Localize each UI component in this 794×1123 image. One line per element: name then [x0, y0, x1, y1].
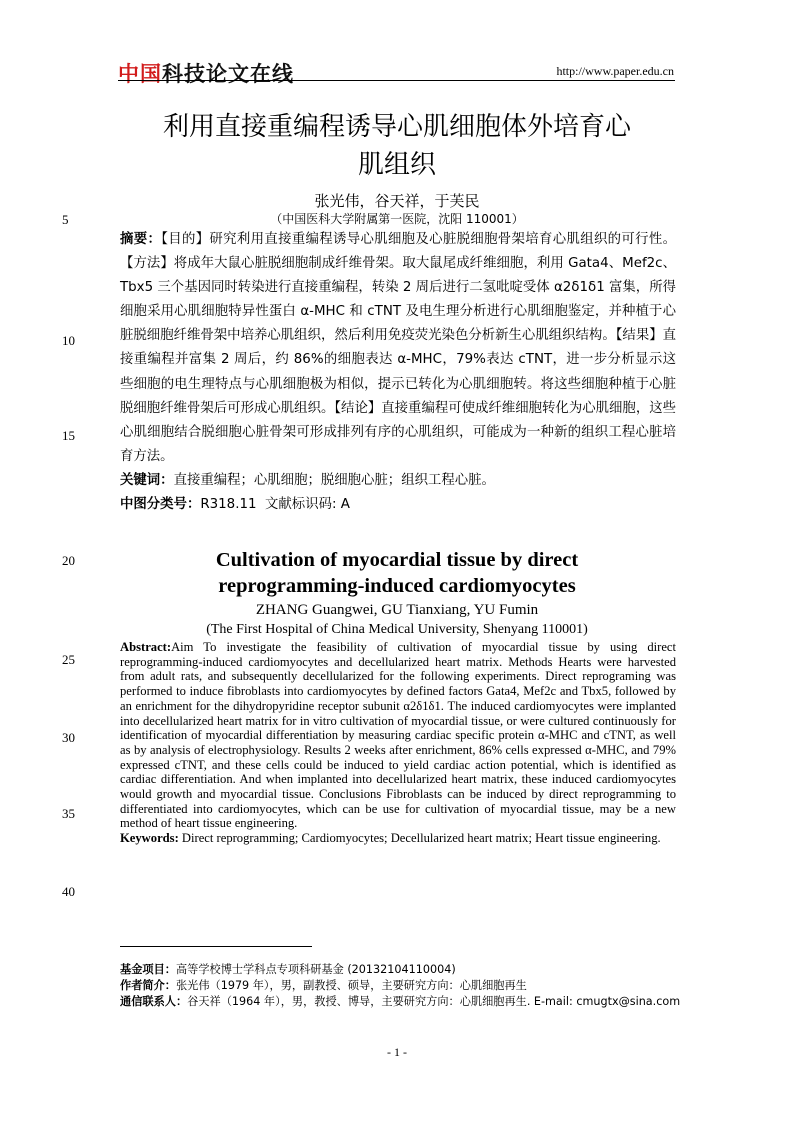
- doc-code-label: 文献标识码:: [265, 497, 337, 513]
- footnote-author: [120, 978, 680, 994]
- english-authors: ZHANG Guangwei, GU Tianxiang, YU Fumin: [255, 602, 539, 618]
- chinese-affiliation: （中国医科大学附属第一医院，沈阳 110001）: [270, 212, 524, 226]
- footnote-contact: [120, 994, 680, 1010]
- footnote-divider: [120, 946, 312, 947]
- english-abstract-paragraph: [120, 640, 676, 831]
- keywords-label: Keywords:: [120, 831, 179, 846]
- chinese-abstract: [120, 228, 676, 517]
- english-keywords: [120, 831, 676, 846]
- classification-line: [120, 493, 676, 517]
- chinese-title: [100, 108, 694, 184]
- abstract-label: 摘要：: [120, 232, 162, 247]
- author-label: 作者简介：: [120, 979, 176, 992]
- abstract-text: Aim To investigate the feasibility of cultivation of myocardial tissue by using direct reprogramming-induced cardiomyocytes and decellularized heart matrix. Methods Hearts were harvested from adult rats, and subsequently decellularized for the following experiments. Direct reprograming was performed to induce fibroblasts into cardiomyocytes by defined factors Gata4, Mef2c and Tbx5, followed by an enrichment for the dihydropyridine receptor subunit α2δ1δ1. The induced cardiomyocytes were implanted into decellularized heart matrix for in vitro cultivation of myocardial tissue, or were cultured continuously for identification of myocardial differentiation by measuring cardiac specific protein α-MHC and cTNT, as well as by analysis of electrophysiology. Results 2 weeks after enrichment, 86% cells expressed α-MHC, and 79% expressed cTNT, and these cells could be induced to yield cardiac action potential, which is identified as cardiac differentiation. And when implanted into decellularized heart matrix, these induced cardiomyocytes would growth and myocardial tissue. Conclusions Fibroblasts can be induced by direct reprogramming to differentiated into cardiomyocytes, which can be use for cultivation of myocardial tissue, may be a new method of heart tissue engineering.: [120, 640, 676, 831]
- chinese-title-line-1: 利用直接重编程诱导心肌细胞体外培育心: [162, 112, 631, 142]
- line-number: 25: [62, 652, 75, 667]
- page-number: - 1 -: [387, 1045, 407, 1059]
- fund-label: 基金项目：: [120, 963, 176, 976]
- clc-label: 中图分类号：: [120, 497, 201, 513]
- english-affiliation: (The First Hospital of China Medical University, Shenyang 110001): [206, 622, 588, 637]
- abstract-text: 【目的】研究利用直接重编程诱导心肌细胞及心脏脱细胞骨架培育心肌组织的可行性。【方法】将成年大鼠心脏脱细胞制成纤维骨架。取大鼠尾成纤维细胞，利用 Gata4、Mef2c、Tbx5 三个基因同时转染进行直接重编程，转染 2 周后进行二氢吡啶受体 α2δ1δ1 富集，所得细胞采用心肌细胞特异性蛋白 α-MHC 和 cTNT 及电生理分析进行心肌细胞鉴定，并种植于心脏脱细胞纤维骨架中培养心肌组织，然后利用免疫荧光染色分析新生心肌组织结构。【结果】直接重编程并富集 2 周后，约 86%的细胞表达 α-MHC，79%表达 cTNT，进一步分析显示这些细胞的电生理特点与心肌细胞极为相似，提示已转化为心肌细胞转。将这些细胞种植于心脏脱细胞纤维骨架后可形成心肌组织。【结论】直接重编程可使成纤维细胞转化为心肌细胞，这些心肌细胞结合脱细胞心脏骨架可形成排列有序的心肌组织，可能成为一种新的组织工程心脏培育方法。: [120, 232, 676, 464]
- english-abstract: [120, 640, 676, 846]
- chinese-title-line-2: 肌组织: [357, 150, 436, 180]
- line-number: 5: [62, 212, 69, 227]
- english-title-line-1: Cultivation of myocardial tissue by direct: [215, 549, 579, 571]
- line-number: 20: [62, 553, 75, 568]
- chinese-authors: 张光伟，谷天祥，于芙民: [314, 192, 480, 210]
- contact-label: 通信联系人：: [120, 995, 188, 1008]
- keywords-text: Direct reprogramming; Cardiomyocytes; Decellularized heart matrix; Heart tissue engineering.: [181, 831, 661, 846]
- author-text: 张光伟（1979 年），男，副教授、硕导，主要研究方向：心肌细胞再生: [175, 979, 527, 992]
- journal-logo: 中国科技论文在线: [118, 62, 294, 86]
- keywords-text: 直接重编程；心肌细胞；脱细胞心脏；组织工程心脏。: [173, 472, 495, 488]
- footnotes: [120, 962, 680, 1010]
- line-number: 30: [62, 730, 75, 745]
- line-number: 15: [62, 428, 75, 443]
- contact-text: 谷天祥（1964 年），男，教授、博导，主要研究方向：心肌细胞再生. E-mail: cmugtx@sina.com: [187, 995, 681, 1008]
- line-number: 40: [62, 884, 75, 899]
- chinese-abstract-paragraph: [120, 228, 676, 469]
- clc-value: R318.11: [200, 497, 257, 513]
- keywords-label: 关键词：: [120, 472, 174, 488]
- journal-url[interactable]: http://www.paper.edu.cn: [556, 64, 674, 78]
- english-title: [100, 547, 694, 599]
- footnote-fund: [120, 962, 680, 978]
- line-number: 35: [62, 806, 75, 821]
- chinese-keywords: [120, 469, 676, 493]
- doc-code-value: A: [340, 497, 350, 513]
- abstract-label: Abstract:: [120, 640, 172, 654]
- header-divider: [118, 80, 675, 81]
- english-title-line-2: reprogramming-induced cardiomyocytes: [218, 575, 576, 597]
- line-number: 10: [62, 333, 75, 348]
- fund-text: 高等学校博士学科点专项科研基金 (20132104110004): [175, 963, 456, 976]
